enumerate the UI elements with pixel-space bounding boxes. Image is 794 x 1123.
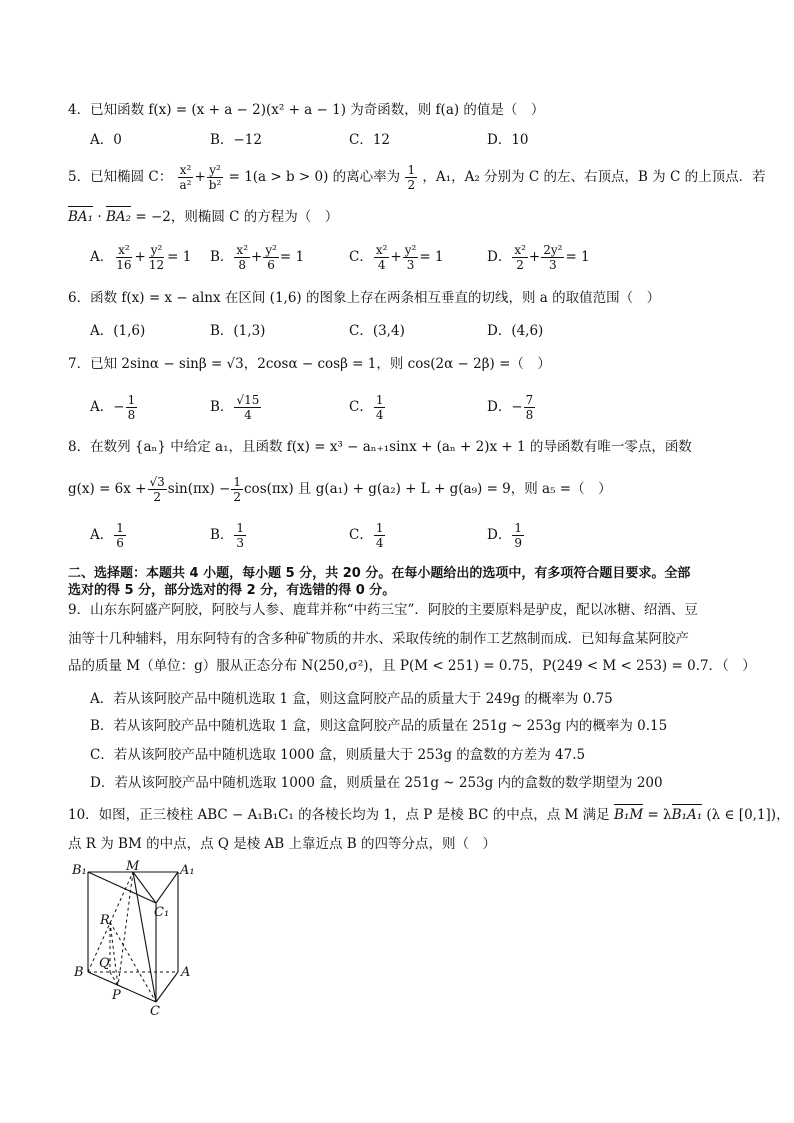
q6-stem: 6．函数 f(x) = x − alnx 在区间 (1,6) 的图象上存在两条相互垂直的切线，则 a 的取值范围（ ） bbox=[68, 290, 661, 306]
q4-stem: 4．已知函数 f(x) = (x + a − 2)(x² + a − 1) 为奇函数，则 f(a) 的值是（ ） bbox=[68, 102, 545, 118]
q5-stem-part2: = 1(a > b > 0) 的离心率为 bbox=[228, 169, 401, 185]
q5-c-rhs: = 1 bbox=[419, 249, 444, 265]
q5-stem-rest: = −2，则椭圆 C 的方程为（ ） bbox=[135, 209, 339, 225]
q5-b-x-den: 8 bbox=[238, 258, 247, 272]
q5-frac-y-den: b² bbox=[208, 178, 222, 192]
q8-a-num: 1 bbox=[116, 521, 124, 535]
q9-stem-line1: 9．山东东阿盛产阿胶，阿胶与人参、鹿茸并称“中药三宝”．阿胶的主要原料是驴皮，配以冰糖、绍酒、豆 bbox=[68, 602, 698, 618]
q8-g-part2: sin(πx) − bbox=[167, 481, 231, 497]
q8-b-num: 1 bbox=[236, 521, 245, 535]
q5-option-d-label: D． bbox=[487, 249, 512, 265]
q4-option-d: D．10 bbox=[487, 132, 529, 148]
q5-ecc-den: 2 bbox=[407, 178, 416, 192]
label-q: Q bbox=[99, 956, 110, 971]
q8-option-b-label: B． bbox=[210, 527, 234, 543]
q5-a-y-num: y² bbox=[150, 243, 163, 257]
q5-frac-y bbox=[207, 163, 224, 192]
q7-d-sign: − bbox=[511, 399, 523, 415]
q4-option-a: A．0 bbox=[90, 132, 122, 148]
q7-option-c bbox=[349, 390, 386, 424]
label-p: P bbox=[112, 988, 121, 1003]
q5-d-y-num: 2y² bbox=[543, 243, 563, 257]
q7-option-d bbox=[487, 390, 536, 424]
q8-f1-num: √3 bbox=[149, 475, 165, 489]
label-c1: C₁ bbox=[154, 905, 170, 920]
label-b1: B₁ bbox=[72, 863, 87, 878]
edge-a-c bbox=[156, 972, 178, 1002]
q6-option-b: B．(1,3) bbox=[210, 323, 266, 339]
q6-option-c: C．(3,4) bbox=[349, 323, 405, 339]
q7-b-den: 4 bbox=[244, 408, 252, 422]
q5-vector-ba2: BA₂ bbox=[105, 209, 132, 225]
label-c: C bbox=[150, 1004, 160, 1019]
q8-stem-line1: 8．在数列 {aₙ} 中给定 a₁，且函数 f(x) = x³ − aₙ₊₁sinx + (aₙ + 2)x + 1 的导函数有唯一零点，函数 bbox=[68, 439, 692, 455]
q10-part2: = λ bbox=[647, 807, 672, 823]
q7-option-b bbox=[210, 390, 262, 424]
label-r: R bbox=[100, 913, 110, 928]
q5-option-b-label: B． bbox=[210, 249, 234, 265]
q8-option-a-label: A． bbox=[90, 527, 114, 543]
q8-option-b bbox=[210, 518, 247, 552]
q7-option-d-label: D． bbox=[487, 399, 512, 415]
label-a: A bbox=[181, 965, 191, 980]
q5-frac-x bbox=[178, 163, 194, 192]
q4-option-b: B．−12 bbox=[210, 132, 262, 148]
q5-c-y-den: 3 bbox=[406, 258, 415, 272]
q10-stem-line2: 点 R 为 BM 的中点，点 Q 是棱 AB 上靠近点 B 的四等分点，则（ ） bbox=[68, 836, 496, 852]
q5-option-c-label: C． bbox=[349, 249, 373, 265]
q8-b-den: 3 bbox=[236, 536, 245, 550]
label-b: B bbox=[74, 965, 84, 980]
label-m: M bbox=[126, 860, 140, 874]
q7-option-b-label: B． bbox=[210, 399, 234, 415]
q5-c-x-num: x² bbox=[375, 243, 388, 257]
q5-ecc bbox=[405, 163, 417, 192]
q5-vector-ba1: BA₁ bbox=[68, 209, 94, 225]
q7-a-num: 1 bbox=[127, 393, 136, 407]
q7-c-num: 1 bbox=[375, 393, 384, 407]
q5-d-rhs: = 1 bbox=[565, 249, 590, 265]
q5-dot: · bbox=[97, 209, 102, 225]
q7-a-den: 8 bbox=[127, 408, 136, 422]
q8-option-a bbox=[90, 518, 127, 552]
edge-b-c bbox=[88, 972, 156, 1002]
q9-option-b: B．若从该阿胶产品中随机选取 1 盒，则这盒阿胶产品的质量在 251g ~ 253g 内的概率为 0.15 bbox=[90, 718, 668, 734]
section2-header-line2: 选对的得 5 分，部分选对的得 2 分，有选错的得 0 分。 bbox=[68, 583, 396, 598]
q5-d-x-den: 2 bbox=[516, 258, 524, 272]
q5-option-d: D． $\frac{\text{x²}}{2}$ + $\frac{\text{2y²}}{3}$ = 1 bbox=[487, 243, 590, 272]
q7-option-a-label: A． bbox=[90, 399, 114, 415]
q8-stem-line2 bbox=[68, 472, 612, 506]
q5-b-y-num: y² bbox=[265, 243, 277, 257]
q7-c-den: 4 bbox=[375, 408, 384, 422]
q5-option-b: B． $\frac{\text{x²}}{8}$ + $\frac{\text{y²}}{6}$ = 1 bbox=[210, 243, 305, 272]
q9-stem-line3: 品的质量 M（单位：g）服从正态分布 N(250,σ²)，且 P(M < 251) = 0.75，P(249 < M < 253) = 0.7．（ ） bbox=[68, 658, 756, 674]
q7-option-c-label: C． bbox=[349, 399, 373, 415]
section2-header-line1: 二、选择题：本题共 4 小题，每小题 5 分，共 20 分。在每小题给出的选项中，有多项符合题目要求。全部 bbox=[68, 566, 691, 581]
q7-d-num: 7 bbox=[525, 393, 534, 407]
q8-option-c bbox=[349, 518, 386, 552]
q7-d-den: 8 bbox=[525, 408, 534, 422]
q10-stem-line1 bbox=[68, 806, 790, 824]
q8-a-den: 6 bbox=[116, 536, 124, 550]
q8-d-num: 1 bbox=[514, 521, 522, 535]
label-a1: A₁ bbox=[180, 863, 195, 878]
q10-vector-b1m: B₁M bbox=[613, 807, 644, 823]
q5-stem-line1: 5．已知椭圆 C： $\frac{\text{x²}}{\text{a²}}$ + $\frac{\text{y²}}{\text{b²}}$ = 1(a > b > 0) 的离心率为 $\frac{1}{2}$ ，A₁，A₂ 分别为 C 的左、右顶点，B 为 C 的上顶点．若 bbox=[68, 163, 766, 192]
q5-stem-part3: ，A₁，A₂ 分别为 C 的左、右顶点，B 为 C 的上顶点．若 bbox=[422, 169, 766, 185]
q9-option-a: A．若从该阿胶产品中随机选取 1 盒，则这盒阿胶产品的质量大于 249g 的概率为 0.75 bbox=[90, 691, 613, 707]
q5-c-x-den: 4 bbox=[377, 258, 386, 272]
q5-frac-x-den: a² bbox=[179, 178, 192, 192]
q5-b-y-den: 6 bbox=[267, 258, 275, 272]
q7-b-num: √15 bbox=[236, 393, 260, 407]
q4-option-c: C．12 bbox=[349, 132, 391, 148]
q5-c-y-num: y² bbox=[404, 243, 417, 257]
prism-figure bbox=[68, 860, 208, 1020]
q7-a-sign: − bbox=[113, 399, 125, 415]
q6-option-d: D．(4,6) bbox=[487, 323, 544, 339]
q9-stem-line2: 油等十几种辅料，用东阿特有的含多种矿物质的井水、采取传统的制作工艺熬制而成．已知每盒某阿胶产 bbox=[68, 631, 689, 647]
q5-ecc-num: 1 bbox=[407, 163, 416, 177]
q5-a-x-den: 16 bbox=[116, 258, 132, 272]
q9-option-c: C．若从该阿胶产品中随机选取 1000 盒，则质量大于 253g 的盒数的方差为 47.5 bbox=[90, 747, 586, 763]
q5-a-x-num: x² bbox=[118, 243, 130, 257]
q6-option-a: A．(1,6) bbox=[90, 323, 146, 339]
edge-b1-c1 bbox=[88, 872, 156, 903]
q5-d-x-num: x² bbox=[514, 243, 526, 257]
segment-m-c bbox=[133, 872, 156, 1002]
q8-c-den: 4 bbox=[375, 536, 384, 550]
q8-f2-den: 2 bbox=[233, 490, 241, 504]
hidden-segment-r-p bbox=[110, 922, 118, 986]
q8-f2-num: 1 bbox=[233, 475, 241, 489]
q5-frac-x-num: x² bbox=[179, 163, 192, 177]
q8-g-part1: g(x) = 6x + bbox=[68, 481, 147, 497]
q8-option-c-label: C． bbox=[349, 527, 373, 543]
q9-option-d: D．若从该阿胶产品中随机选取 1000 盒，则质量在 251g ~ 253g 内的盒数的数学期望为 200 bbox=[90, 775, 663, 791]
q5-stem-part1: 5．已知椭圆 C： bbox=[68, 169, 173, 185]
q5-a-rhs: = 1 bbox=[167, 249, 192, 265]
q8-option-d-label: D． bbox=[487, 527, 512, 543]
q5-stem-line2 bbox=[68, 208, 338, 226]
q10-part1: 10．如图，正三棱柱 ABC − A₁B₁C₁ 的各棱长均为 1，点 P 是棱 BC 的中点，点 M 满足 bbox=[68, 807, 610, 823]
q8-d-den: 9 bbox=[514, 536, 522, 550]
q7-option-a bbox=[90, 390, 138, 424]
edge-a1-c1 bbox=[156, 872, 178, 903]
q8-f1-den: 2 bbox=[153, 490, 161, 504]
q7-stem: 7．已知 2sinα − sinβ = √3，2cosα − cosβ = 1，则 cos(2α − 2β) =（ ） bbox=[68, 356, 551, 372]
q8-c-num: 1 bbox=[375, 521, 384, 535]
q5-option-c: C． $\frac{\text{x²}}{4}$ + $\frac{\text{y²}}{3}$ = 1 bbox=[349, 243, 444, 272]
q10-part3: (λ ∈ [0,1])， bbox=[706, 807, 790, 823]
q5-d-y-den: 3 bbox=[549, 258, 557, 272]
q8-g-part3: cos(πx) 且 g(a₁) + g(a₂) + L + g(a₉) = 9，则 a₅ =（ ） bbox=[244, 481, 612, 497]
q5-option-a: A． $\frac{\text{x²}}{16}$ + $\frac{\text{y²}}{12}$ = 1 bbox=[90, 243, 192, 272]
q5-option-a-label: A． bbox=[90, 249, 114, 265]
q5-b-rhs: = 1 bbox=[279, 249, 305, 265]
q10-vector-b1a1: B₁A₁ bbox=[671, 807, 703, 823]
q5-a-y-den: 12 bbox=[148, 258, 165, 272]
q5-frac-y-num: y² bbox=[209, 163, 221, 177]
q5-b-x-num: x² bbox=[236, 243, 248, 257]
q8-option-d bbox=[487, 518, 525, 552]
